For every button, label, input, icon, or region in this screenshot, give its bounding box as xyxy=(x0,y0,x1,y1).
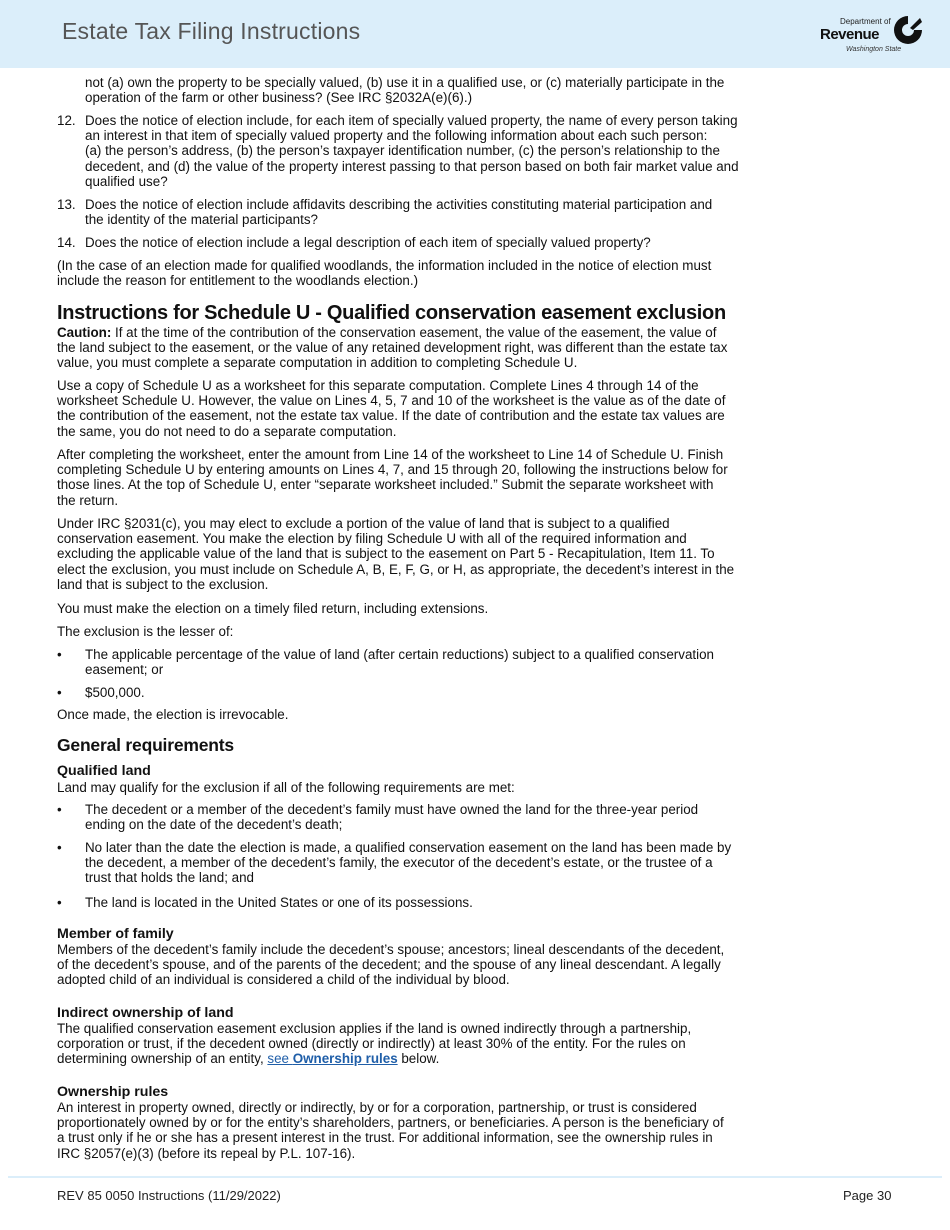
bullet-item xyxy=(85,685,145,700)
text-line: conservation easement. You make the election by filing Schedule U with all of the required information and xyxy=(57,531,687,547)
text-line: decedent, and (d) the value of the property interest passing to that person based on both fair market value and xyxy=(85,158,739,174)
text-line: trust that holds the land; and xyxy=(85,870,254,886)
text-line: excluding the applicable value of the land that is subject to the easement on Part 5 - Recapitulation, Item 11. To xyxy=(57,546,715,562)
text-line: of the decedent’s spouse, and of the parents of the decedent; and the spouse of any lineal descendant. A legally xyxy=(57,957,721,973)
timely-paragraph xyxy=(57,601,488,616)
item-number: 13. xyxy=(57,197,76,212)
document-title: Estate Tax Filing Instructions xyxy=(62,18,361,44)
dor-logo xyxy=(818,14,928,58)
bullet-item xyxy=(85,802,698,832)
text-line: the same, you do not need to do a separate computation. xyxy=(57,423,397,439)
text-line: You must make the election on a timely filed return, including extensions. xyxy=(57,601,489,616)
after-worksheet-paragraph xyxy=(57,447,728,508)
bullet-icon: • xyxy=(57,895,62,910)
text-line: the land subject to the easement, or the value of any retained development right, was different than the estate tax xyxy=(57,340,728,356)
footer-form-id: REV 85 0050 Instructions (11/29/2022) xyxy=(57,1188,281,1203)
text-line: operation of the farm or other business? (See IRC §2032A(e)(6).) xyxy=(85,90,473,106)
logo-dept: Department of xyxy=(840,17,891,26)
text-line: The applicable percentage of the value of land (after certain reductions) subject to a qualified conservation xyxy=(85,647,715,662)
ownership-rules-body xyxy=(57,1100,724,1161)
bullet-item xyxy=(85,647,714,677)
bullet-item xyxy=(85,895,473,910)
text-line: worksheet Schedule U. However, the value on Lines 4, 5, 7 and 10 of the worksheet is the value as of the date of xyxy=(57,393,726,409)
text-line: a trust only if he or she has a present interest in the trust. For additional information, see the ownership rules in xyxy=(57,1130,713,1146)
bullet-item xyxy=(85,840,731,886)
bullet-icon: • xyxy=(57,802,62,817)
text-line: The decedent or a member of the decedent’s family must have owned the land for the three-year period xyxy=(85,802,699,817)
member-of-family-heading: Member of family xyxy=(57,926,174,942)
text-line: an interest in that item of specially valued property and the following information about each such person: xyxy=(85,128,708,144)
text-line: Use a copy of Schedule U as a worksheet for this separate computation. Complete Lines 4 through 14 of the xyxy=(57,378,699,393)
member-of-family-body xyxy=(57,942,724,988)
qualified-land-intro xyxy=(57,780,515,795)
text-line: the identity of the material participants? xyxy=(85,212,318,228)
text-line: Does the notice of election include, for each item of specially valued property, the name of every person taking xyxy=(85,113,738,128)
text-line: completing Schedule U by entering amounts on Lines 4, 7, and 15 through 20, following the instructions below for xyxy=(57,462,728,478)
qualified-land-heading: Qualified land xyxy=(57,763,151,779)
indirect-ownership-heading: Indirect ownership of land xyxy=(57,1005,234,1021)
link-see: see xyxy=(267,1051,293,1067)
item-14-text xyxy=(85,235,651,250)
page-header xyxy=(0,0,950,68)
text-line: corporation or trust, if the decedent owned (directly or indirectly) at least 30% of the entity. For the rules on xyxy=(57,1036,686,1052)
logo-mark-icon xyxy=(892,14,924,46)
text-line-part: below. xyxy=(397,1051,440,1067)
text-line: After completing the worksheet, enter the amount from Line 14 of the worksheet to Line 14 of Schedule U. Finish xyxy=(57,447,724,462)
woodlands-note xyxy=(57,258,711,288)
item-number: 12. xyxy=(57,113,76,128)
text-line: elect the exclusion, you must include on Schedule A, B, E, F, G, or H, as appropriate, the decedent’s interest in the xyxy=(57,561,735,577)
schedule-u-heading: Instructions for Schedule U - Qualified conservation easement exclusion xyxy=(57,302,726,324)
item-11-continuation xyxy=(85,75,724,105)
text-line: qualified use? xyxy=(85,173,168,189)
lesser-paragraph xyxy=(57,624,233,639)
bullet-icon: • xyxy=(57,685,62,700)
text-line: ending on the date of the decedent’s death; xyxy=(85,817,343,833)
text-line: value, you must complete a separate computation in addition to completing Schedule U. xyxy=(57,355,578,371)
text-line: An interest in property owned, directly or indirectly, by or for a corporation, partnership, or trust is considered xyxy=(57,1100,697,1115)
text-line: The exclusion is the lesser of: xyxy=(57,624,234,639)
text-line: land that is subject to the exclusion. xyxy=(57,576,269,592)
text-line xyxy=(57,325,727,340)
general-requirements-heading: General requirements xyxy=(57,735,234,755)
text-line: No later than the date the election is made, a qualified conservation easement on the land has been made by xyxy=(85,840,732,855)
text-line: Does the notice of election include a legal description of each item of specially valued property? xyxy=(85,235,651,250)
text-line-part: determining ownership of an entity, xyxy=(57,1051,268,1067)
text-line-part: If at the time of the contribution of the conservation easement, the value of the easement, the value of xyxy=(111,325,717,340)
text-line: include the reason for entitlement to the woodlands election.) xyxy=(57,273,419,289)
text-line: (a) the person’s address, (b) the person’s taxpayer identification number, (c) the person’s relationship to the xyxy=(85,143,720,159)
text-line: adopted child of an individual is considered a child of the individual by blood. xyxy=(57,972,510,988)
text-line: those lines. At the top of Schedule U, enter “separate worksheet included.” Submit the separate worksheet with xyxy=(57,477,714,493)
text-line: easement; or xyxy=(85,662,164,678)
text-line: The land is located in the United States or one of its possessions. xyxy=(85,895,473,910)
text-line: proportionately owned by or for the entity’s shareholders, partners, or beneficiaries. A person is the beneficiary of xyxy=(57,1115,724,1131)
worksheet-paragraph xyxy=(57,378,725,439)
logo-revenue: Revenue xyxy=(820,26,880,43)
footer-divider xyxy=(8,1176,942,1178)
text-line: not (a) own the property to be specially valued, (b) use it in a qualified use, or (c) materially participate in the xyxy=(85,75,725,90)
ownership-rules-link[interactable] xyxy=(267,1051,397,1066)
bullet-icon: • xyxy=(57,840,62,855)
caution-label: Caution: xyxy=(57,325,112,340)
ownership-rules-heading: Ownership rules xyxy=(57,1084,169,1100)
text-line: the return. xyxy=(57,492,119,508)
text-line: The qualified conservation easement exclusion applies if the land is owned indirectly through a partnership, xyxy=(57,1021,692,1036)
bullet-icon: • xyxy=(57,647,62,662)
footer-page-number: Page 30 xyxy=(843,1188,892,1203)
item-12-text xyxy=(85,113,739,189)
irrevocable-paragraph xyxy=(57,707,288,722)
text-line: Does the notice of election include affidavits describing the activities constituting material participation and xyxy=(85,197,713,212)
item-13-text xyxy=(85,197,712,227)
text-line: (In the case of an election made for qualified woodlands, the information included in the notice of election must xyxy=(57,258,712,273)
text-line: the contribution of the easement, not the estate tax value. If the date of contribution and the estate tax values are xyxy=(57,408,725,424)
text-line: Land may qualify for the exclusion if all of the following requirements are met: xyxy=(57,780,515,795)
text-line: the decedent, a member of the decedent’s family, the executor of the decedent’s estate, or the trustee of a xyxy=(85,855,713,871)
text-line: Members of the decedent’s family include the decedent’s spouse; ancestors; lineal descendants of the decedent, xyxy=(57,942,725,957)
text-line xyxy=(57,1051,691,1066)
logo-state: Washington State xyxy=(846,46,902,53)
link-bold: Ownership rules xyxy=(292,1051,398,1067)
irc-2031-paragraph xyxy=(57,516,734,592)
body-lines xyxy=(57,1021,691,1051)
item-number: 14. xyxy=(57,235,76,250)
indirect-ownership-body xyxy=(57,1021,691,1067)
text-line: Under IRC §2031(c), you may elect to exclude a portion of the value of land that is subject to a qualified xyxy=(57,516,670,531)
caution-paragraph xyxy=(57,325,727,371)
text-line: $500,000. xyxy=(85,685,145,700)
text-line: Once made, the election is irrevocable. xyxy=(57,707,289,722)
text-line: IRC §2057(e)(3) (before its repeal by P.L. 107-16). xyxy=(57,1145,356,1161)
